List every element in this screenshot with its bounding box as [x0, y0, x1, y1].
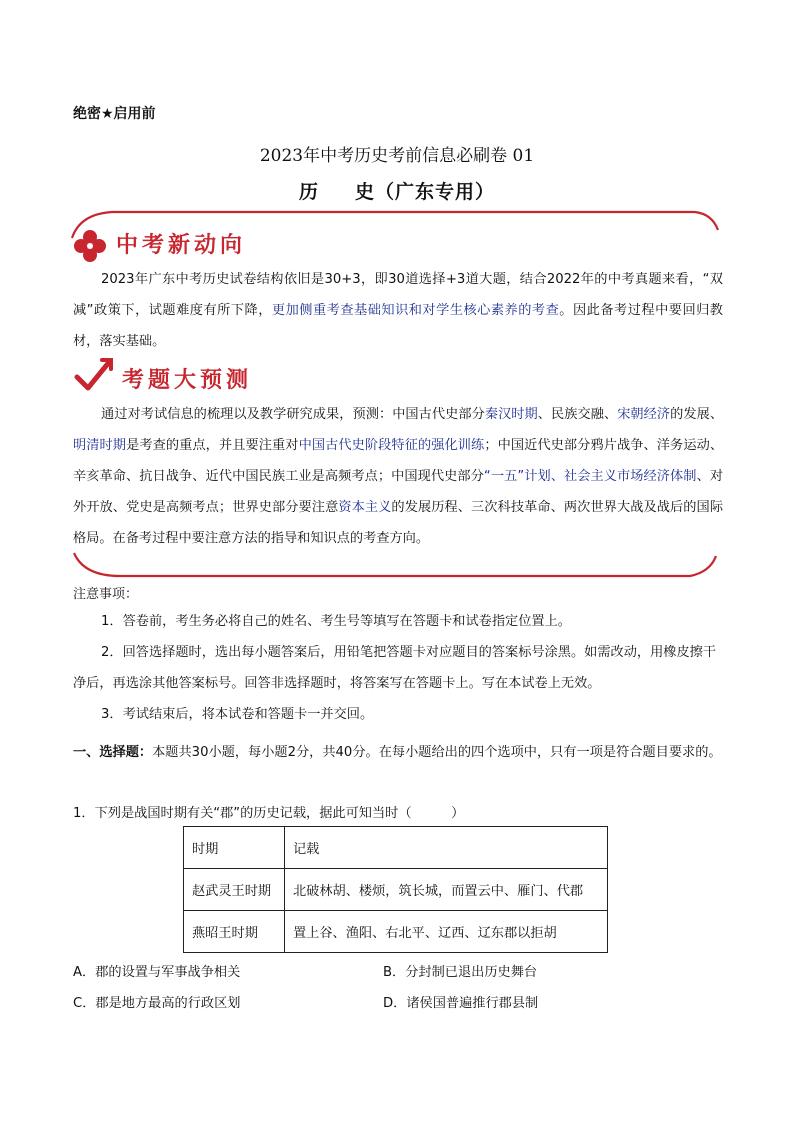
paper-title: 2023年中考历史考前信息必刷卷 01	[259, 146, 535, 166]
table-row	[184, 827, 608, 869]
note-item-3: 3．考试结束后，将本试卷和答题卡一并交回。	[101, 707, 374, 722]
note-item-1: 1．答卷前，考生务必将自己的姓名、考生号等填写在答题卡和试卷指定位置上。	[101, 614, 571, 629]
note-item-2: 2．回答选择题时，选出每小题答案后，用铅笔把答题卡对应题目的答案标号涂黑。如需改动，用橡皮擦干净后，再选涂其他答案标号。回答非选择题时，将答案写在答题卡上。写在本试卷上无效。	[73, 645, 717, 691]
check-arrow-icon	[74, 357, 114, 393]
option-c[interactable]: C．郡是地方最高的行政区划	[73, 996, 241, 1011]
clover-icon	[73, 229, 107, 263]
table-cell: 赵武灵王时期	[184, 869, 285, 911]
notes-title: 注意事项：	[73, 587, 139, 602]
table-cell: 北破林胡、楼烦，筑长城，而置云中、雁门、代郡	[285, 869, 608, 911]
trends-heading: 中考新动向	[116, 233, 247, 258]
table-cell: 置上谷、渔阳、右北平、辽西、辽东郡以拒胡	[285, 911, 608, 953]
record-table	[183, 826, 608, 953]
option-a[interactable]: A．郡的设置与军事战争相关	[73, 965, 241, 980]
table-header-cell: 记载	[285, 827, 608, 869]
table-row	[184, 911, 608, 953]
forecast-heading: 考题大预测	[122, 368, 253, 393]
section-one-instructions: 一、选择题：本题共30小题，每小题2分，共40分。在每小题给出的四个选项中，只有一项是符合题目要求的。	[73, 745, 722, 760]
table-row	[184, 869, 608, 911]
secret-label: 绝密★启用前	[73, 106, 156, 122]
table-header-cell: 时期	[184, 827, 285, 869]
trends-paragraph: 2023年广东中考历史试卷结构依旧是30+3，即30道选择+3道大题，结合2022年的中考真题来看，“双减”政策下，试题难度有所下降，更加侧重考查基础知识和对学生核心素养的考查。因此备考过程中要回归教材，落实基础。	[73, 272, 723, 349]
option-b[interactable]: B．分封制已退出历史舞台	[383, 965, 538, 980]
forecast-paragraph: 通过对考试信息的梳理以及教学研究成果，预测：中国古代史部分秦汉时期、民族交融、宋朝经济的发展、明清时期是考查的重点，并且要注重对中国古代史阶段特征的强化训练；中国近代史部分鸦片战争、洋务运动、辛亥革命、抗日战争、近代中国民族工业是高频考点；中国现代史部分“一五”计划、社会主义市场经济体制、对外开放、党史是高频考点；世界史部分要注意资本主义的发展历程、三次科技革命、两次世界大战及战后的国际格局。在备考过程中要注意方法的指导和知识点的考查方向。	[73, 407, 724, 546]
question-1-stem: 1．下列是战国时期有关“郡”的历史记载，据此可知当时（ ）	[73, 806, 465, 821]
table-cell: 燕昭王时期	[184, 911, 285, 953]
paper-subject: 历 史（广东专用）	[298, 181, 496, 203]
option-d[interactable]: D．诸侯国普遍推行郡县制	[383, 996, 539, 1011]
